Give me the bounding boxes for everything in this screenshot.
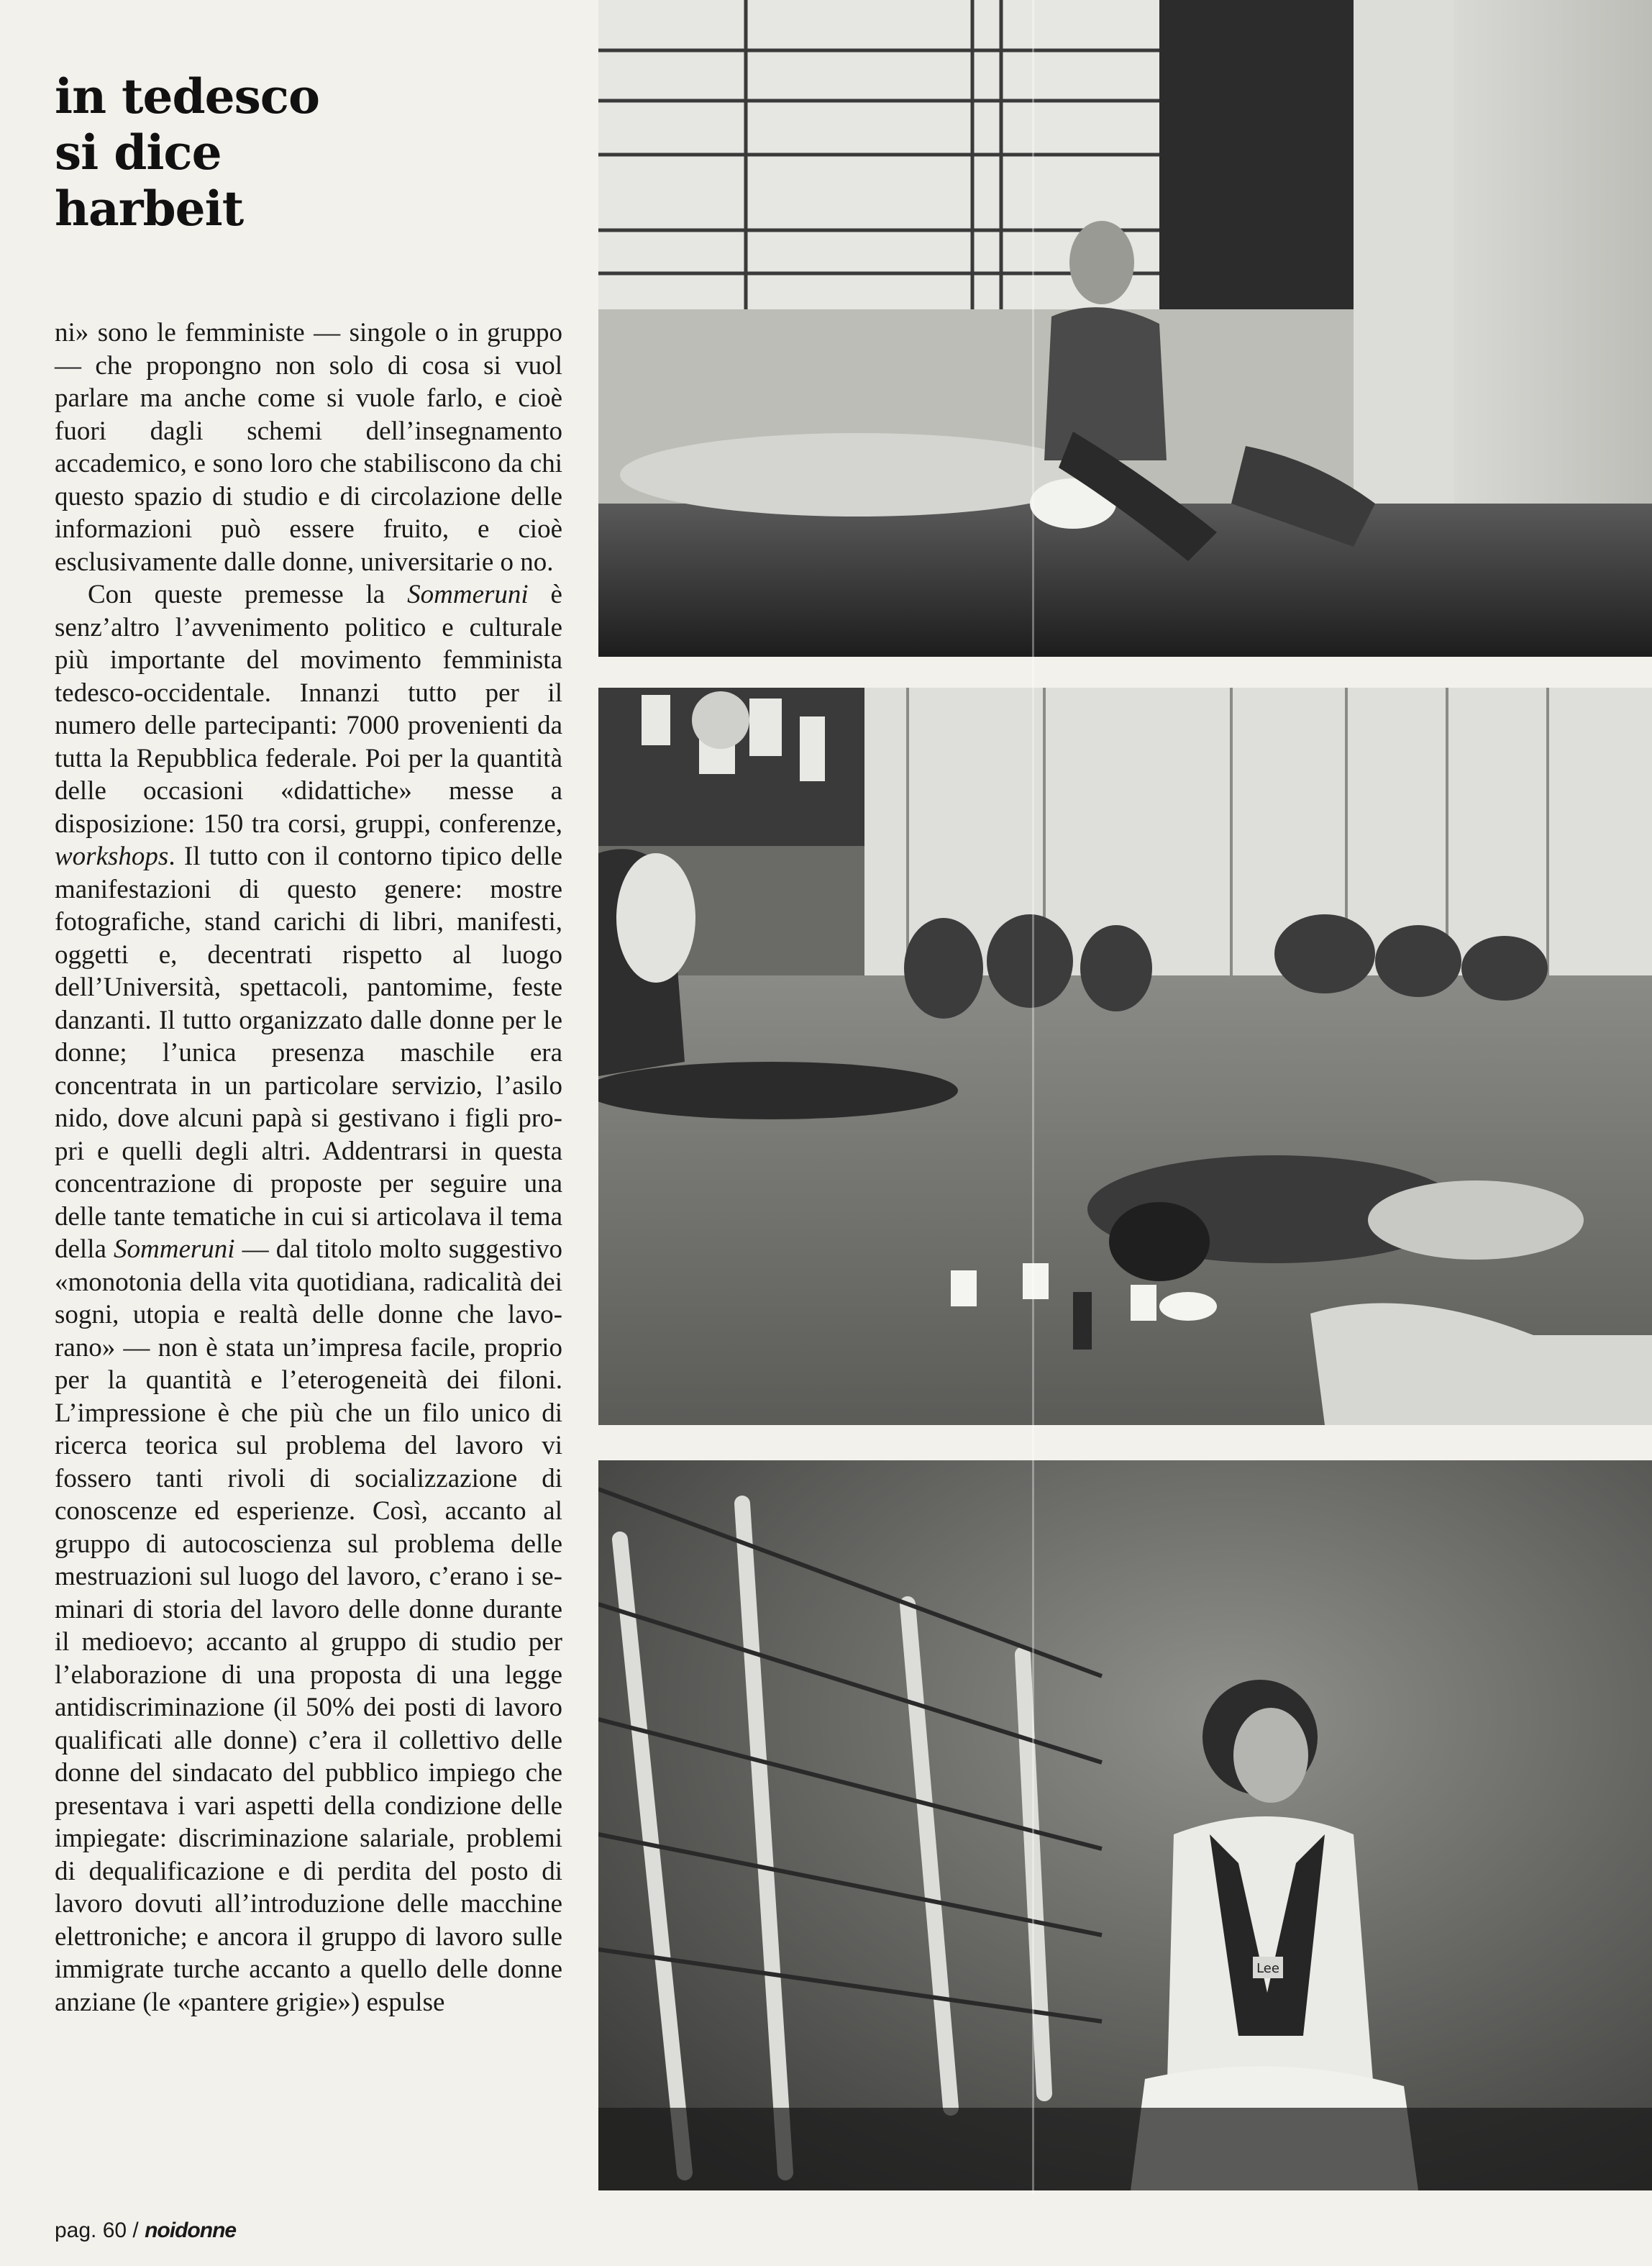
- headline-line-2: si dice: [55, 124, 222, 181]
- photo-1-image: [598, 0, 1652, 657]
- photo-2-image: [598, 688, 1652, 1425]
- paragraph-2: Con queste premesse la Sommeruni è senz’altro l’avvenimento politico e culturale più importante del movimento femminista tedesco-occidentale. Innanzi tutto per il numero delle partecipanti: 7000 provenienti da tutta la Repubblica federale. Poi per la quantità delle occasioni «didattiche» messe a disposizione: 150 tra corsi, gruppi, conferenze, workshops. Il tutto con il contorno tipico delle manifestazioni di questo genere: mostre fotografiche, stand carichi di libri, manifesti, oggetti e, decentrati rispetto al luogo dell’Università, spettacoli, pantomime, feste danzanti. Il tutto organizzato dalle donne per le donne; l’unica presenza maschile era concentrata in un particolare servizio, l’asilo nido, dove alcuni papà si gestivano i figli propri e quelli degli altri. Addentrarsi in questa concentrazione di proposte per seguire una delle tante tematiche in cui si articolava il tema della Sommeruni — dal titolo molto suggestivo «monotonia della vita quotidiana, radicalità dei sogni, utopia e realtà delle donne che lavorano» — non è stata un’impresa facile, proprio per la quantità e l’eterogeneità dei filoni. L’impressione è che più che un filo unico di ricerca teorica sul problema del lavoro vi fossero tanti rivoli di socializzazione di conoscenze ed esperienze. Così, accanto al gruppo di autocoscienza sul problema delle mestruazioni sul luogo del lavoro, c’erano i seminari di storia del lavoro delle donne durante il medioevo; accanto al gruppo di studio per l’elaborazione di una proposta di una legge antidiscriminazione (il 50% dei posti di lavoro qualificati alle donne) c’era il collettivo delle donne del sindacato del pubblico impiego che presentava i vari aspetti della condizione delle impiegate: discriminazione salariale, problemi di dequalificazione e di perdita del posto di lavoro dovuti all’introduzione delle macchine elettroniche; e ancora il gruppo di lavoro sulle immigrate turche accanto a quello delle donne anziane (le «pantere grigie») espulse: [55, 580, 562, 2017]
- page-footer: [55, 2219, 236, 2243]
- photo-woman-at-railing: [598, 1460, 1652, 2190]
- overall-label: Lee: [1256, 1961, 1279, 1976]
- emphasis-sommeruni-2: Sommeruni: [114, 1234, 235, 1264]
- headline-line-3: harbeit: [55, 181, 244, 237]
- article-headline: [55, 68, 558, 237]
- article-body: [55, 317, 562, 2019]
- photo-women-on-hall-floor: [598, 688, 1652, 1425]
- photo-woman-sitting-by-window: [598, 0, 1652, 657]
- headline-line-1: in tedesco: [55, 68, 320, 124]
- emphasis-workshops: workshops: [55, 842, 169, 871]
- page-number: pag. 60 /: [55, 2219, 145, 2242]
- photo-3-image: [598, 1460, 1652, 2190]
- page-fold-line: [1032, 0, 1034, 2194]
- magazine-name: noidonne: [145, 2219, 237, 2242]
- emphasis-sommeruni: Sommeruni: [407, 580, 529, 609]
- paragraph-1: ni» sono le femministe — singole o in gruppo — che propongno non solo di cosa si vuol parlare ma anche come si vuole farlo, e cioè fuori dagli schemi dell’insegnamento accademico, e sono loro che stabiliscono da chi questo spazio di studio e di circolazione delle informazioni può essere fruito, e cioè esclusivamente dalle donne, universitarie o no.: [55, 318, 562, 577]
